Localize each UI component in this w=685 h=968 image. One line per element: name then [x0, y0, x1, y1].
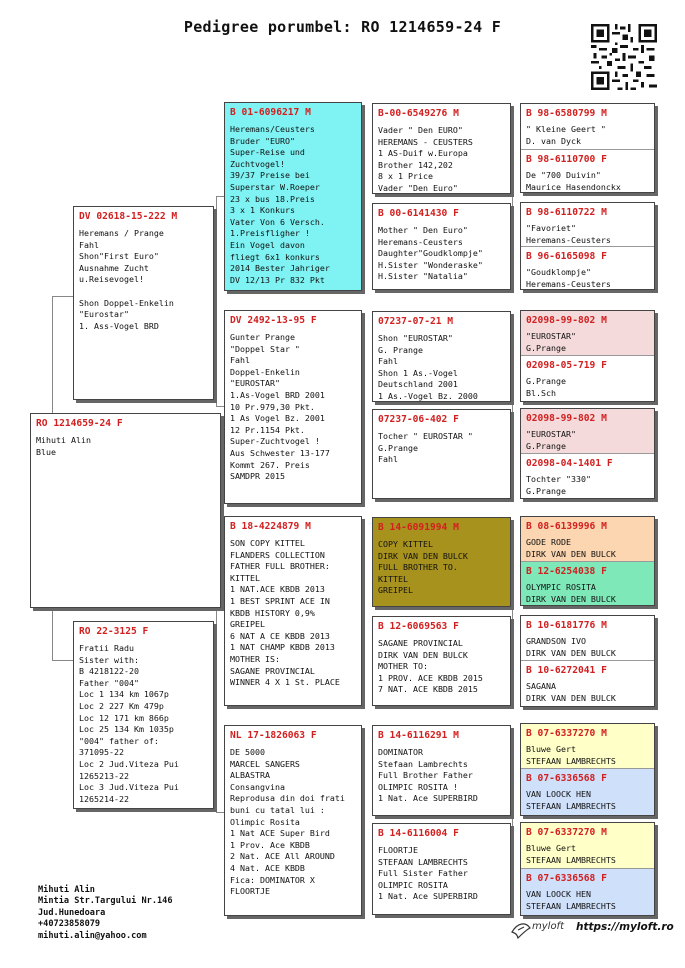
pedigree-card-dam-dam[interactable]	[224, 725, 362, 916]
qr-code-icon	[591, 24, 657, 90]
card-notes: COPY KITTEL DIRK VAN DEN BULCK FULL BROTHER TO. KITTEL GREIPEL	[378, 539, 468, 596]
ring-number: B 14-6091994 M	[378, 522, 459, 533]
pedigree-card-dsd[interactable]	[372, 616, 511, 706]
connector-line	[216, 602, 217, 812]
logo-text: myloft	[532, 921, 564, 932]
pedigree-pair-card	[520, 310, 655, 402]
card-notes: SAGANA DIRK VAN DEN BULCK	[526, 681, 616, 703]
card-notes: FLOORTJE STEFAAN LAMBRECHTS Full Sister Father OLIMPIC ROSITA 1 Nat. Ace SUPERBIRD	[378, 845, 478, 902]
pedigree-card-sss[interactable]	[372, 103, 511, 194]
pedigree-card-sire-sire[interactable]	[224, 102, 362, 291]
ring-number: RO 22-3125 F	[79, 626, 149, 637]
breeder-contact: Mihuti Alin Mintia Str.Targului Nr.146 Jud.Hunedoara +40723858079 mihuti.alin@yahoo.com	[38, 885, 173, 941]
card-notes: Fratii Radu Sister with: B 4218122-20 Father "004" Loc 1 134 km 1067p Loc 2 227 Km 479p Loc 12 171 km 866p Loc 25 134 Km 1035p "004" father of: 371095-22 Loc 2 Jud.Viteza Pui 1265213-22 Loc 3 Jud.Viteza Pui 1265214-22	[79, 643, 179, 804]
card-notes: OLYMPIC ROSITA DIRK VAN DEN BULCK	[526, 582, 616, 604]
card-notes: De "700 Duivin" Maurice Hasendonckx	[526, 170, 621, 192]
ring-number: B 07-6337270 M	[526, 728, 607, 739]
card-notes: SAGANE PROVINCIAL DIRK VAN DEN BULCK MOTHER TO: 1 PROV. ACE KBDB 2015 7 NAT. ACE KBDB 2015	[378, 638, 483, 695]
card-notes: DOMINATOR Stefaan Lambrechts Full Brother Father OLIMPIC ROSITA ! 1 Nat. Ace SUPERBIRD	[378, 747, 478, 804]
pedigree-pair-card	[520, 202, 655, 290]
card-notes: "Favoriet" Heremans-Ceusters	[526, 223, 611, 245]
ring-number: 02098-99-802 M	[526, 413, 607, 424]
card-notes: Mother " Den Euro" Heremans-Ceusters Daughter"Goudklompje" H.Sister "Wonderaske" H.Sister "Natalia"	[378, 225, 483, 282]
connector-line	[364, 152, 365, 252]
connector-line	[512, 562, 513, 662]
card-notes: "Goudklompje" Heremans-Ceusters	[526, 267, 611, 289]
pedigree-card-sire-dam[interactable]	[224, 310, 362, 504]
ring-number: B 98-6110722 M	[526, 207, 607, 218]
pedigree-pair-card	[520, 103, 655, 193]
pedigree-card-sire[interactable]	[73, 206, 214, 400]
pedigree-card-g5[interactable]	[521, 409, 654, 454]
ring-number: RO 1214659-24 F	[36, 418, 123, 429]
card-notes: GODE RODE DIRK VAN DEN BULCK	[526, 537, 616, 559]
ring-number: DV 02618-15-222 M	[79, 211, 178, 222]
ring-number: B 08-6139996 M	[526, 521, 607, 532]
pedigree-card-g5[interactable]	[521, 823, 654, 869]
card-notes: "EUROSTAR" G.Prange	[526, 429, 576, 451]
connector-line	[364, 766, 365, 866]
pedigree-card-g5[interactable]	[521, 616, 654, 661]
ring-number: B 07-6337270 M	[526, 827, 607, 838]
ring-number: B 14-6116004 F	[378, 828, 459, 839]
pedigree-pair-card	[520, 516, 655, 606]
pedigree-card-g5[interactable]	[521, 150, 654, 193]
connector-line	[512, 355, 513, 457]
pedigree-card-g5[interactable]	[521, 311, 654, 356]
connector-line	[52, 660, 74, 661]
ring-number: 02098-04-1401 F	[526, 458, 613, 469]
ring-number: B 98-6110700 F	[526, 154, 607, 165]
pedigree-card-g5[interactable]	[521, 247, 654, 290]
card-notes: "EUROSTAR" G.Prange	[526, 331, 576, 353]
card-notes: Shon "EUROSTAR" G. Prange Fahl Shon 1 As.-Vogel Deutschland 2001 1 As.-Vogel Bz. 2000	[378, 333, 478, 401]
ring-number: B 18-4224879 M	[230, 521, 311, 532]
pedigree-card-g5[interactable]	[521, 562, 654, 606]
connector-line	[52, 296, 53, 418]
card-notes: Heremans / Prange Fahl Shon"First Euro" Ausnahme Zucht u.Reisevogel! Shon Doppel-Enkelin "Eurostar" 1. Ass-Vogel BRD	[79, 228, 174, 331]
card-notes: G.Prange Bl.Sch	[526, 376, 566, 398]
card-notes: DE 5000 MARCEL SANGERS ALBASTRA Consangvina Reprodusa din doi frati buni cu tatal lui : Olimpic Rosita 1 Nat ACE Super Bird 1 Prov. Ace KBDB 2 Nat. ACE All AROUND 4 Nat. ACE KBDB Fica: DOMINATOR X FLOORTJE	[230, 747, 345, 897]
card-notes: Bluwe Gert STEFAAN LAMBRECHTS	[526, 843, 616, 865]
ring-number: B 12-6254038 F	[526, 566, 607, 577]
ring-number: 02098-05-719 F	[526, 360, 607, 371]
ring-number: DV 2492-13-95 F	[230, 315, 317, 326]
connector-line	[512, 150, 513, 250]
pedigree-card-dds[interactable]	[372, 725, 511, 816]
card-notes: Vader " Den EURO" HEREMANS - CEUSTERS 1 AS-Duif w.Europa Brother 142,202 8 x 1 Price Vader "Den Euro"	[378, 125, 473, 193]
ring-number: NL 17-1826063 F	[230, 730, 317, 741]
pedigree-card-sds[interactable]	[372, 311, 511, 402]
pedigree-card-g5[interactable]	[521, 454, 654, 499]
ring-number: B 07-6336568 F	[526, 873, 607, 884]
pedigree-card-ssd[interactable]	[372, 203, 511, 290]
ring-number: 02098-99-802 M	[526, 315, 607, 326]
connector-line	[52, 296, 74, 297]
ring-number: B-00-6549276 M	[378, 108, 459, 119]
pedigree-card-g5[interactable]	[521, 356, 654, 402]
card-notes: VAN LOOCK HEN STEFAAN LAMBRECHTS	[526, 889, 616, 911]
page-title: Pedigree porumbel: RO 1214659-24 F	[183, 18, 502, 36]
card-notes: Tochter "330" G.Prange	[526, 474, 591, 496]
ring-number: B 96-6165098 F	[526, 251, 607, 262]
pedigree-card-dam-sire[interactable]	[224, 516, 362, 706]
card-notes: Gunter Prange "Doppel Star " Fahl Doppel-Enkelin "EUROSTAR" 1.As-Vogel BRD 2001 10 Pr.979,30 Pkt. 1 As Vogel Bz. 2001 12 Pr.1154 Pkt. Super-Zuchtvogel ! Aus Schwester 13-177 Kommt 267. Preis SAMDPR 2015	[230, 332, 330, 482]
pedigree-card-g5[interactable]	[521, 869, 654, 916]
pedigree-card-sdd[interactable]	[372, 409, 511, 499]
pedigree-card-root[interactable]	[30, 413, 221, 608]
ring-number: B 12-6069563 F	[378, 621, 459, 632]
pedigree-card-g5[interactable]	[521, 724, 654, 769]
card-notes: " Kleine Geert " D. van Dyck	[526, 124, 606, 146]
card-notes: VAN LOOCK HEN STEFAAN LAMBRECHTS	[526, 789, 616, 811]
card-notes: Bluwe Gert STEFAAN LAMBRECHTS	[526, 744, 616, 766]
card-notes: Mihuti Alin Blue	[36, 435, 91, 457]
connector-line	[364, 356, 365, 456]
ring-number: 07237-06-402 F	[378, 414, 459, 425]
card-notes: SON COPY KITTEL FLANDERS COLLECTION FATHER FULL BROTHER: KITTEL 1 NAT.ACE KBDB 2013 1 BEST SPRINT ACE IN KBDB HISTORY 0,9% GREIPEL 6 NAT A CE KBDB 2013 1 NAT CHAMP KBDB 2013 MOTHER IS: SAGANE PROVINCIAL WINNER 4 X 1 St. PLACE	[230, 538, 340, 688]
pedigree-card-dam[interactable]	[73, 621, 214, 809]
pedigree-pair-card	[520, 408, 655, 499]
pedigree-card-g5[interactable]	[521, 203, 654, 247]
card-notes: Heremans/Ceusters Bruder "EURO" Super-Reise und Zuchtvogel! 39/37 Preise bei Superstar W.Roeper 23 x bus 18.Preis 3 x 1 Konkurs Vater Von 6 Versch. 1.Preisfligher ! Ein Vogel davon fliegt 6x1 konkurs 2014 Bester Jahriger DV 12/13 Pr 832 Pkt	[230, 124, 330, 285]
ring-number: B 10-6181776 M	[526, 620, 607, 631]
ring-number: B 01-6096217 M	[230, 107, 311, 118]
connector-line	[364, 566, 365, 662]
pedigree-card-g5[interactable]	[521, 517, 654, 562]
pedigree-pair-card	[520, 822, 655, 916]
pedigree-card-g5[interactable]	[521, 769, 654, 816]
pedigree-card-ddd[interactable]	[372, 823, 511, 915]
pedigree-card-g5[interactable]	[521, 661, 654, 707]
ring-number: B 07-6336568 F	[526, 773, 607, 784]
website-link[interactable]: https://myloft.ro	[576, 921, 674, 933]
ring-number: B 00-6141430 F	[378, 208, 459, 219]
pedigree-pair-card	[520, 723, 655, 816]
card-notes: Tocher " EUROSTAR " G.Prange Fahl	[378, 431, 473, 465]
connector-line	[512, 764, 513, 864]
ring-number: 07237-07-21 M	[378, 316, 454, 327]
ring-number: B 14-6116291 M	[378, 730, 459, 741]
pedigree-card-dss[interactable]	[372, 517, 511, 607]
ring-number: B 98-6580799 M	[526, 108, 607, 119]
pedigree-card-g5[interactable]	[521, 104, 654, 150]
connector-line	[216, 196, 217, 406]
pedigree-pair-card	[520, 615, 655, 707]
ring-number: B 10-6272041 F	[526, 665, 607, 676]
card-notes: GRANDSON IVO DIRK VAN DEN BULCK	[526, 636, 616, 658]
